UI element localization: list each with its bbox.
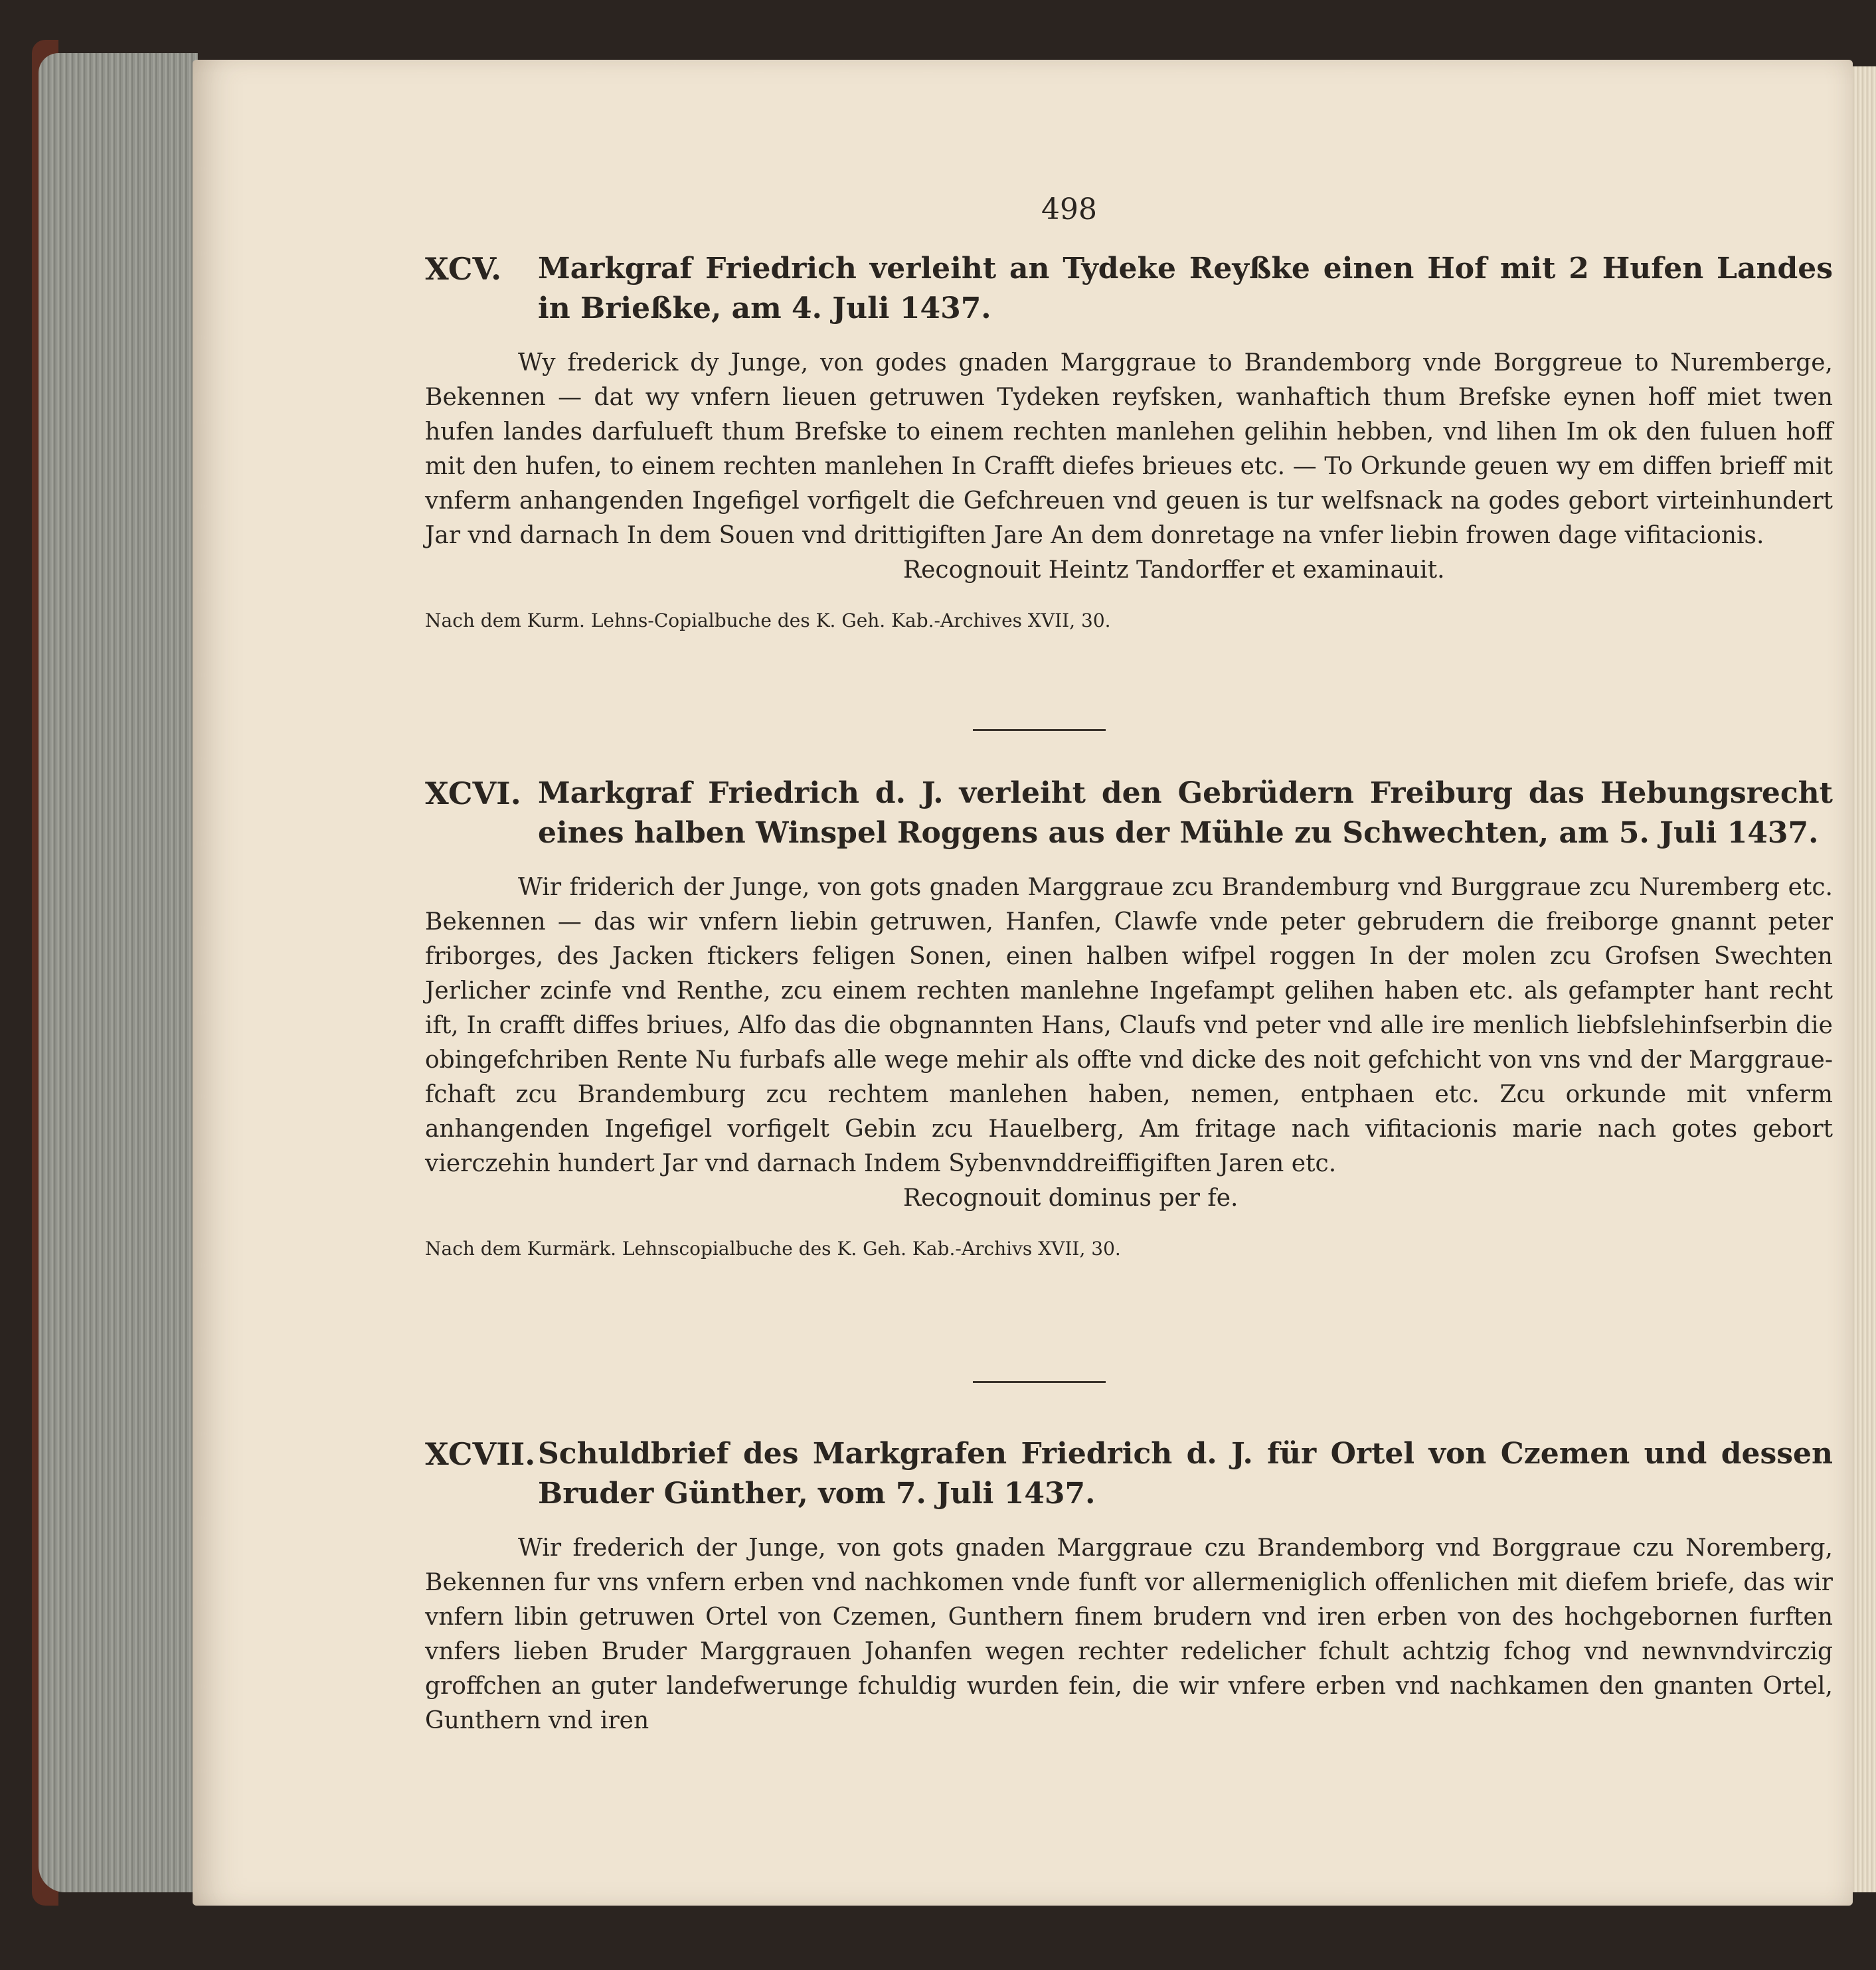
section-divider xyxy=(973,1381,1106,1383)
recognition-line: Recognouit dominus per fe. xyxy=(903,1185,1238,1212)
section-title: Markgraf Friedrich d. J. verleiht den Gebrüdern Freiburg das Hebungsrecht eines halben Winspel Roggens aus der Mühle zu Schwechten, am 5. Juli 1437. xyxy=(538,776,1833,850)
section-title: Schuldbrief des Markgrafen Friedrich d. J. für Ortel von Czemen und dessen Bruder Günther, vom 7. Juli 1437. xyxy=(538,1437,1833,1511)
section-title: Markgraf Friedrich verleiht an Tydeke Reyßke einen Hof mit 2 Hufen Landes in Brießke, am 4. Juli 1437. xyxy=(538,252,1833,325)
page-number: 498 xyxy=(1041,193,1097,226)
book-page xyxy=(193,60,1853,1906)
section-heading xyxy=(425,774,1833,853)
document-section-xcvi xyxy=(425,774,1833,1264)
section-divider xyxy=(973,729,1106,731)
section-body: Wir frederich der Junge, von gots gnaden Marggraue czu Brandemborg vnd Borggraue czu Noremberg, Bekennen fur vns vnfern erben vnd nachkomen vnde funft vor allermeniglich offenlichen mit diefem briefe, das wir vnfern libin getruwen Ortel von Czemen, Gunthern finem brudern vnd iren erben von des hochgebornen furften vnfers lieben Bruder Marggrauen Johanfen wegen rechter redelicher fchult achtzig fchog vnd newnvndvirczig groffchen an guter landefwerunge fchuldig wurden fein, die wir vnfere erben vnd nachkamen den gnanten Ortel, Gunthern vnd iren xyxy=(425,1534,1833,1734)
source-note: Nach dem Kurm. Lehns-Copialbuche des K. Geh. Kab.-Archives XVII, 30. xyxy=(425,610,1111,631)
section-number: XCVI. xyxy=(425,776,521,811)
section-body: Wy frederick dy Junge, von godes gnaden Marggraue to Brandemborg vnde Borggreue to Nuremberge, Bekennen — dat wy vnfern lieuen getruwen Tydeken reyfsken, wanhaftich thum Brefske eynen hoff miet twen hufen landes darfulueft thum Brefske to einem rechten manlehen gelihin hebben, vnd lihen Im ok den fuluen hoff mit den hufen, to einem rechten manlehen In Crafft diefes brieues etc. — To Orkunde geuen wy em diffen brieff mit vnferm anhangenden Ingefigel vorfigelt die Gefchreuen vnd geuen is tur welfsnack na godes gebort virteinhundert Jar vnd darnach In dem Souen vnd drittigiften Jare An dem donretage na vnfer liebin frowen dage vifitacionis. xyxy=(425,349,1833,549)
book-page-edges xyxy=(39,53,198,1892)
document-section-xcvii xyxy=(425,1434,1833,1738)
section-number: XCVII. xyxy=(425,1436,536,1472)
recognition-line: Recognouit Heintz Tandorffer et examinauit. xyxy=(903,556,1445,584)
section-heading xyxy=(425,249,1833,329)
section-heading xyxy=(425,1434,1833,1514)
source-note: Nach dem Kurmärk. Lehnscopialbuche des K. Geh. Kab.-Archivs XVII, 30. xyxy=(425,1238,1121,1260)
section-body: Wir friderich der Junge, von gots gnaden Marggraue zcu Brandemburg vnd Burggraue zcu Nuremberg etc. Bekennen — das wir vnfern liebin getruwen, Hanfen, Clawfe vnde peter gebrudern die freiborge gnannt peter friborges, des Jacken ftickers feligen Sonen, einen halben wifpel roggen In der molen zcu Grofsen Swechten Jerlicher zcinfe vnd Renthe, zcu einem rechten manlehne Ingefampt gelihen haben etc. als gefampter hant recht ift, In crafft diffes briues, Alfo das die obgnannten Hans, Claufs vnd peter vnd alle ire menlich liebfslehinfserbin die obingefchriben Rente Nu furbafs alle wege mehir als offte vnd dicke des noit gefchicht von vns vnd der Marggraue-fchaft zcu Brandemburg zcu rechtem manlehen haben, nemen, entphaen etc. Zcu orkunde mit vnferm anhangenden Ingefigel vorfigelt Gebin zcu Hauelberg, Am fritage nach vifitacionis marie nach gotes gebort vierczehin hundert Jar vnd darnach Indem Sybenvnddreiffigiften Jaren etc. xyxy=(425,874,1833,1177)
section-number: XCV. xyxy=(425,251,502,287)
document-section-xcv xyxy=(425,249,1833,635)
